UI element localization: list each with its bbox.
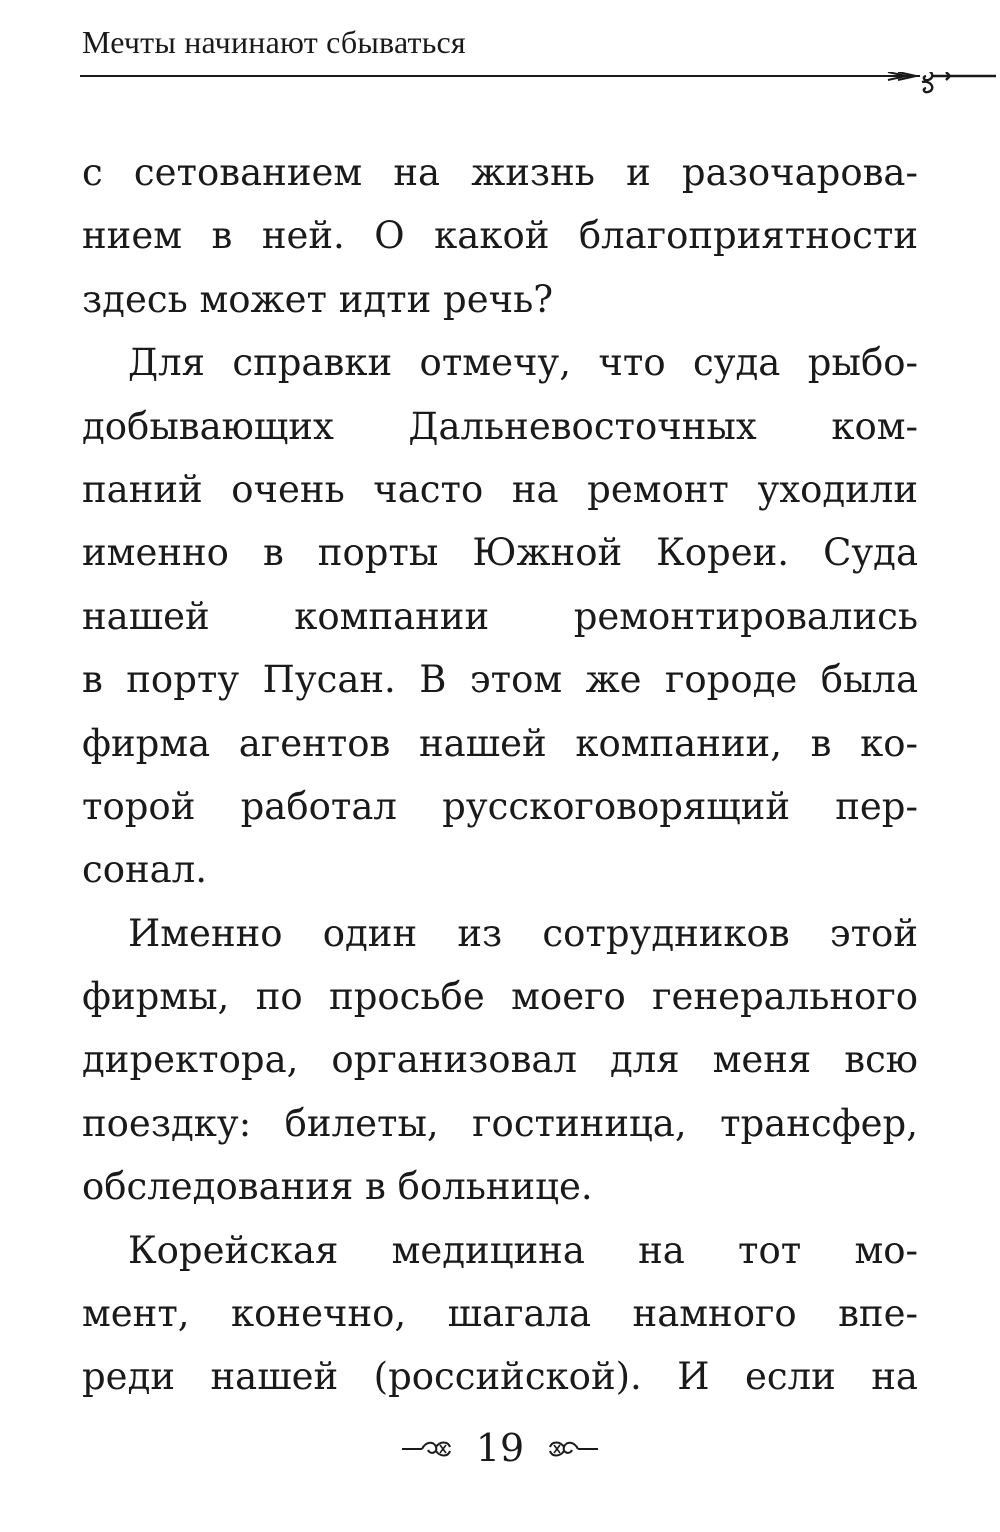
- right-fleuron-icon: [546, 1437, 600, 1459]
- text-line: Именно один из сотрудников этой: [128, 911, 918, 955]
- text-line: реди нашей (российской). И если на: [82, 1355, 918, 1399]
- text-line: добывающих Дальневосточных ком-: [82, 404, 918, 448]
- text-line: с сетованием на жизнь и разочарова-: [82, 151, 918, 194]
- text-line: нием в ней. О какой благоприятности: [82, 214, 918, 258]
- text-line: поездку: билеты, гостиница, трансфер,: [82, 1101, 918, 1145]
- left-fleuron-icon: [400, 1437, 454, 1459]
- text-line: торой работал русскоговорящий пер-: [82, 784, 918, 828]
- page-footer: [0, 1418, 1000, 1478]
- page-number: 19: [475, 1426, 525, 1470]
- text-line: мент, конечно, шагала намного впе-: [82, 1292, 918, 1336]
- header-rule-ornament: [80, 72, 996, 94]
- text-line: Корейская медицина на тот мо-: [128, 1228, 918, 1272]
- text-line: обследования в больнице.: [82, 1165, 593, 1209]
- text-line: фирма агентов нашей компании, в ко-: [82, 721, 918, 765]
- text-line: паний очень часто на ремонт уходили: [82, 467, 918, 511]
- body-text: [82, 141, 918, 1409]
- running-header: Мечты начинают сбываться: [82, 24, 466, 60]
- text-line: сонал.: [82, 848, 207, 892]
- text-line: в порту Пусан. В этом же городе была: [82, 658, 918, 702]
- text-line: директора, организовал для меня всю: [82, 1038, 918, 1082]
- text-line: нашей компании ремонтировались: [82, 594, 918, 638]
- text-line: именно в порты Южной Кореи. Суда: [82, 531, 918, 575]
- text-line: здесь может идти речь?: [82, 277, 554, 321]
- text-line: фирмы, по просьбе моего генерального: [82, 975, 918, 1019]
- text-line: Для справки отмечу, что суда рыбо-: [128, 341, 918, 385]
